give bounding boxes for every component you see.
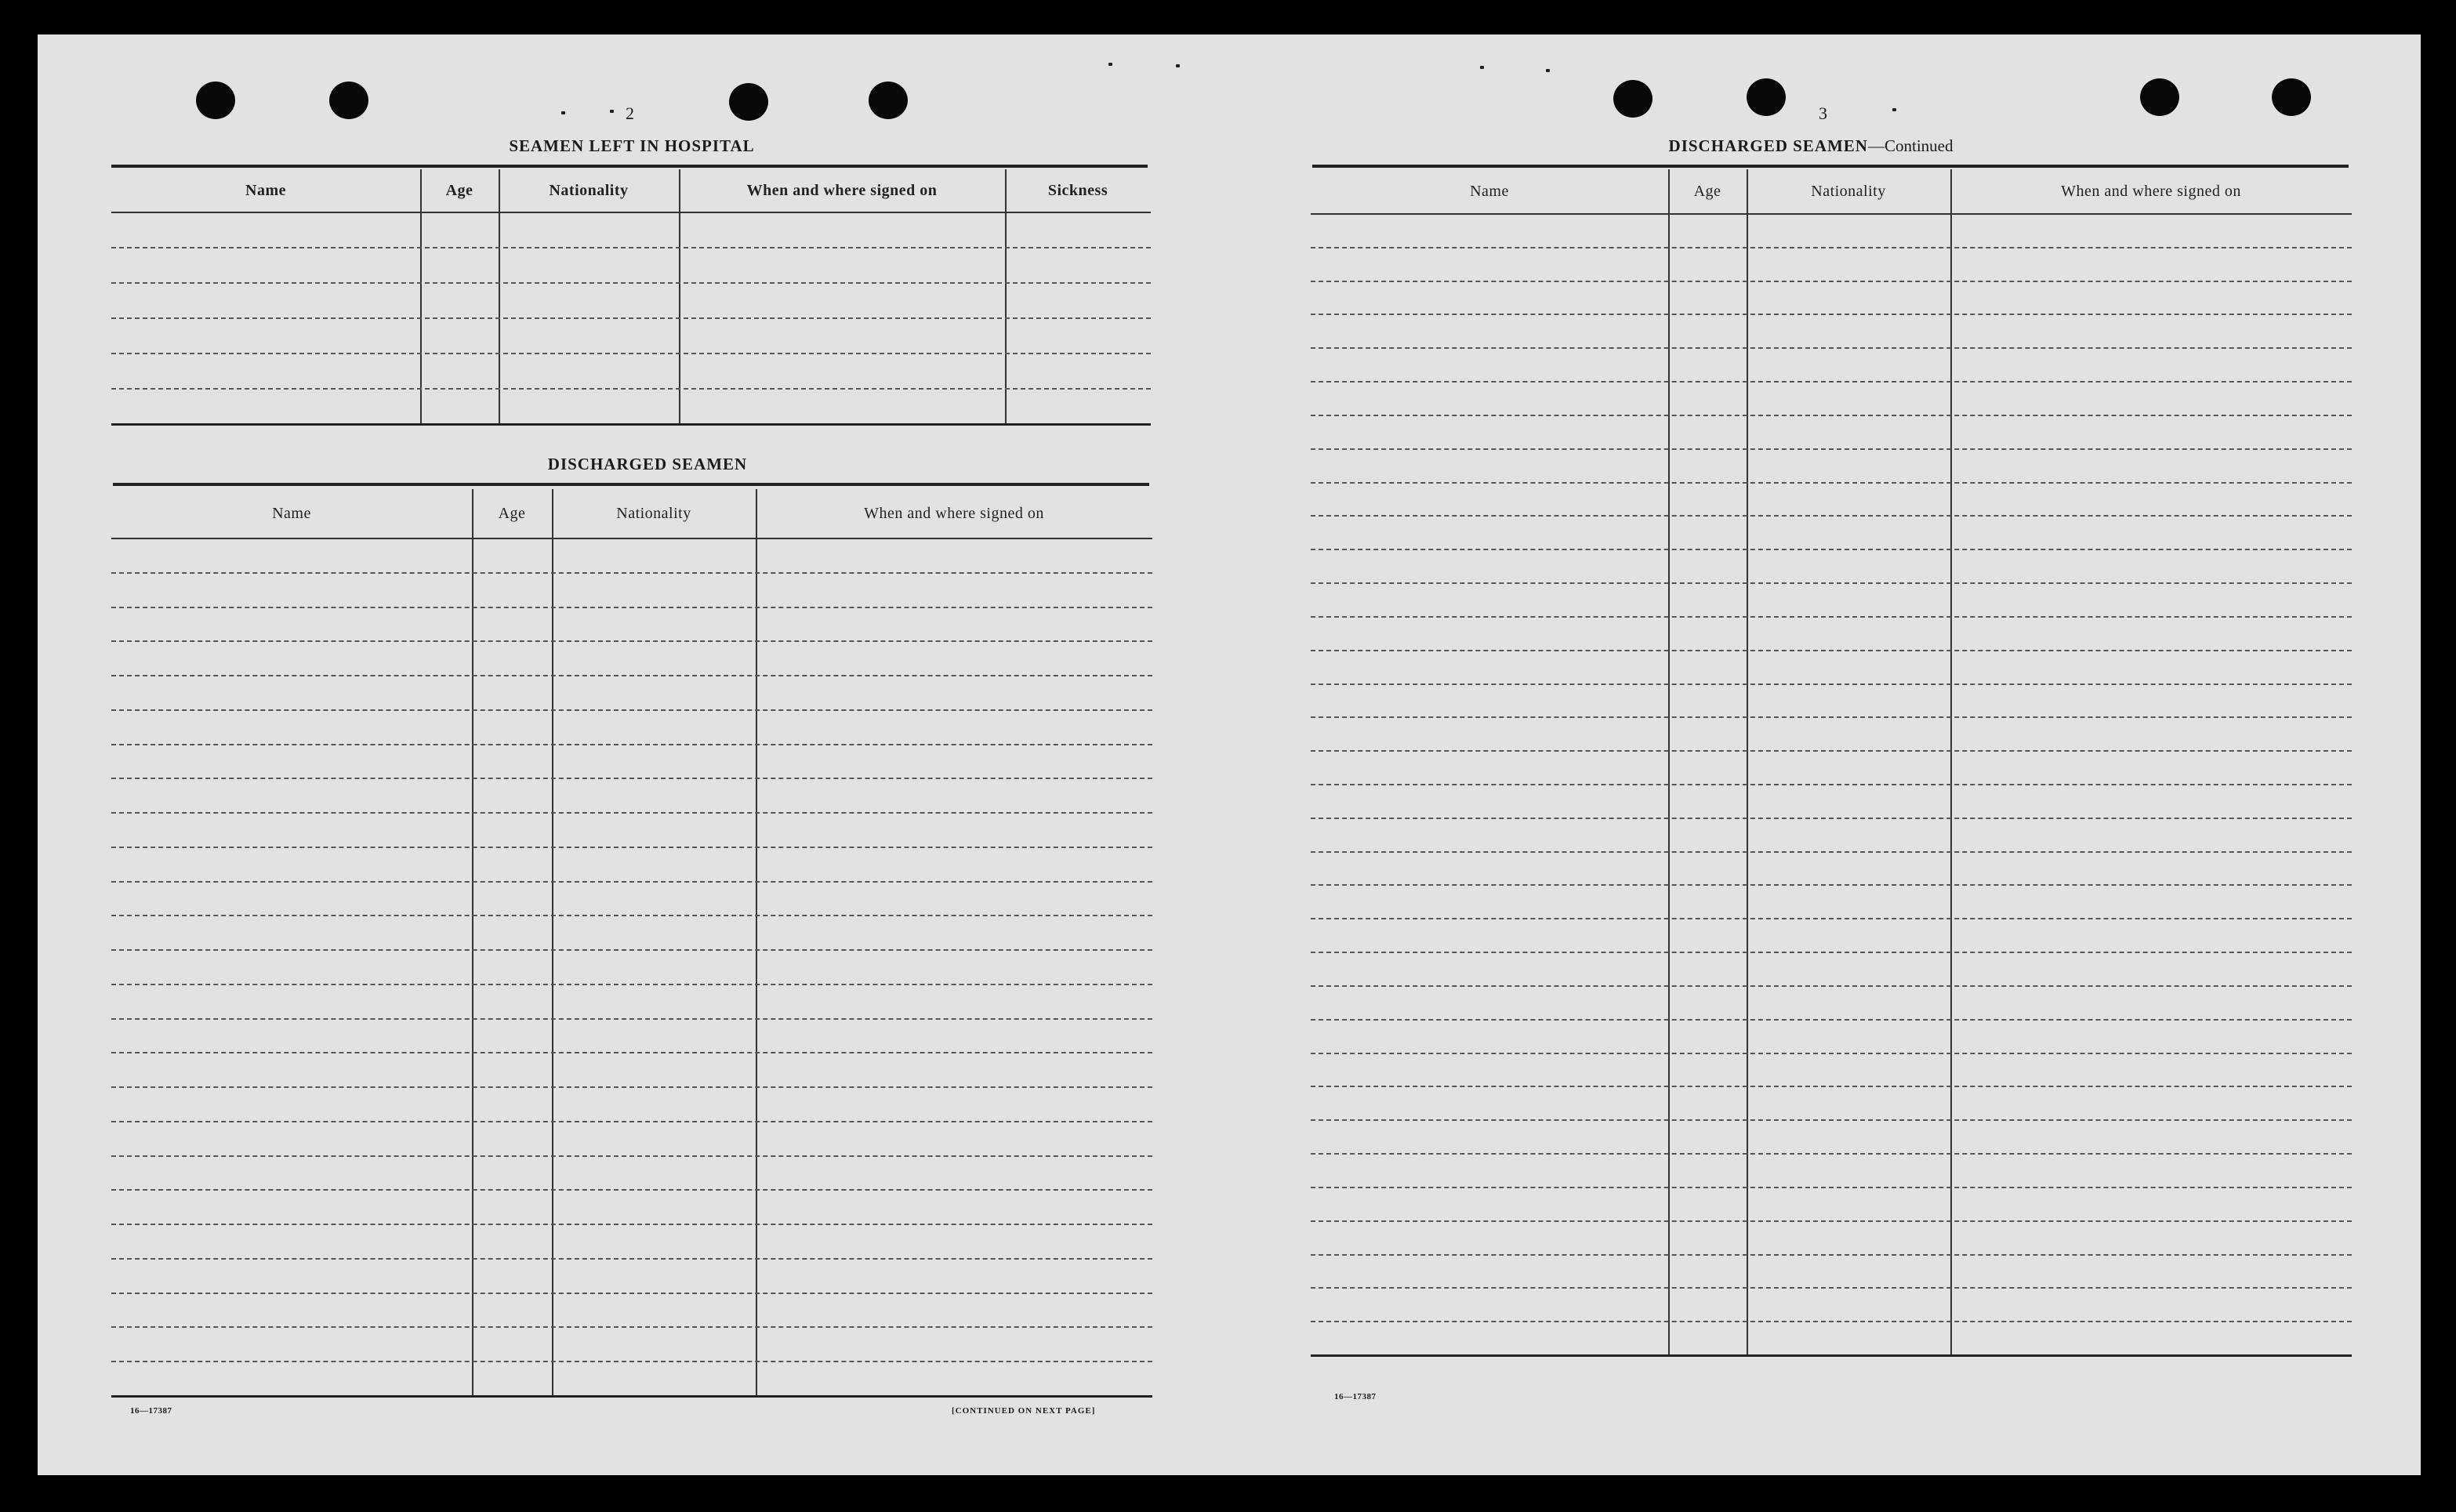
table-row <box>1311 784 2352 785</box>
binder-hole <box>1747 78 1786 116</box>
table-row <box>1311 918 2352 919</box>
column-divider <box>679 169 680 423</box>
page-number-left: 2 <box>626 103 634 123</box>
table-row <box>111 388 1151 390</box>
table-row <box>111 353 1151 354</box>
discharged-continued-table <box>1311 169 2352 1428</box>
table-bottom-rule <box>1311 1354 2352 1357</box>
form-sheet <box>38 34 2421 1475</box>
table-row <box>1311 616 2352 618</box>
table-row <box>1311 952 2352 953</box>
table-row <box>1311 750 2352 752</box>
column-header-nationality: Nationality <box>549 181 629 199</box>
table-row <box>111 1155 1152 1157</box>
table-row <box>1311 582 2352 584</box>
discharged-title-rule <box>113 483 1149 486</box>
binder-hole <box>869 82 908 119</box>
ink-speck <box>561 111 565 114</box>
table-row <box>111 640 1152 642</box>
table-row <box>111 1258 1152 1260</box>
table-row <box>1311 1053 2352 1054</box>
table-row <box>1311 381 2352 383</box>
table-row <box>111 1121 1152 1122</box>
table-row <box>111 572 1152 574</box>
table-row <box>111 1189 1152 1191</box>
table-row <box>111 847 1152 848</box>
table-row <box>111 1361 1152 1362</box>
hospital-table <box>111 169 1151 467</box>
ink-speck <box>1480 66 1484 69</box>
column-header-nationality: Nationality <box>1811 182 1886 200</box>
column-header-name: Name <box>245 181 286 199</box>
table-row <box>1311 247 2352 248</box>
column-header-when-where-signed-on: When and where signed on <box>864 504 1044 522</box>
binder-hole <box>2140 78 2179 116</box>
discharged-continued-title <box>1669 136 1954 156</box>
ink-speck <box>1176 64 1180 67</box>
table-row <box>1311 1220 2352 1222</box>
table-row <box>1311 448 2352 450</box>
binder-hole <box>196 82 235 119</box>
table-row <box>1311 1287 2352 1289</box>
table-row <box>111 247 1151 248</box>
binder-hole <box>329 82 368 119</box>
binder-hole <box>729 83 768 121</box>
table-row <box>1311 1086 2352 1087</box>
table-row <box>1311 1254 2352 1256</box>
table-row <box>111 1086 1152 1088</box>
table-row <box>111 1018 1152 1020</box>
table-row <box>111 1293 1152 1294</box>
discharged-section-title: DISCHARGED SEAMEN <box>547 455 748 473</box>
table-row <box>1311 1321 2352 1322</box>
table-row <box>1311 281 2352 282</box>
table-row <box>111 675 1152 676</box>
binder-hole <box>2272 78 2311 116</box>
hospital-title-rule <box>111 165 1148 168</box>
table-row <box>111 282 1151 284</box>
table-row <box>1311 482 2352 484</box>
column-header-nationality: Nationality <box>616 504 691 522</box>
column-header-when-where-signed-on: When and where signed on <box>2061 182 2241 200</box>
ink-speck <box>1892 108 1896 111</box>
table-row <box>111 812 1152 814</box>
table-row <box>111 1052 1152 1053</box>
table-header <box>111 489 1152 539</box>
table-row <box>1311 683 2352 685</box>
column-header-age: Age <box>498 504 526 522</box>
column-header-name: Name <box>1470 182 1509 200</box>
table-row <box>111 709 1152 711</box>
discharged-continued-title-suffix: —Continued <box>1867 136 1954 155</box>
table-row <box>1311 1119 2352 1121</box>
table-row <box>1311 650 2352 651</box>
table-row <box>111 984 1152 985</box>
discharged-continued-title-main: DISCHARGED SEAMEN <box>1668 136 1868 155</box>
column-divider <box>499 169 500 423</box>
table-bottom-rule <box>111 1395 1152 1398</box>
column-header-name: Name <box>272 504 311 522</box>
table-row <box>1311 347 2352 349</box>
table-row <box>1311 415 2352 416</box>
table-row <box>1311 818 2352 819</box>
column-divider <box>420 169 422 423</box>
table-row <box>1311 985 2352 987</box>
continued-note: [CONTINUED ON NEXT PAGE] <box>952 1406 1096 1416</box>
form-code-left: 16—17387 <box>130 1406 172 1416</box>
table-row <box>1311 851 2352 853</box>
table-row <box>1311 1187 2352 1188</box>
table-row <box>111 1326 1152 1328</box>
column-header-age: Age <box>445 181 473 199</box>
hospital-section-title: SEAMEN LEFT IN HOSPITAL <box>509 136 755 155</box>
ink-speck <box>1546 69 1550 72</box>
column-divider <box>1005 169 1007 423</box>
table-bottom-rule <box>111 423 1151 426</box>
table-row <box>111 949 1152 951</box>
table-row <box>111 778 1152 779</box>
column-header-sickness: Sickness <box>1047 181 1108 199</box>
table-row <box>1311 1019 2352 1021</box>
table-row <box>1311 884 2352 886</box>
discharged-table <box>111 489 1152 1442</box>
binder-hole <box>1613 80 1652 118</box>
table-header <box>1311 169 2352 215</box>
continued-title-rule <box>1312 165 2349 168</box>
table-row <box>1311 549 2352 550</box>
table-row <box>111 744 1152 745</box>
table-row <box>1311 1153 2352 1155</box>
ink-speck <box>1108 63 1112 66</box>
table-row <box>1311 314 2352 315</box>
column-header-age: Age <box>1693 182 1721 200</box>
table-row <box>111 607 1152 608</box>
table-row <box>1311 515 2352 517</box>
form-code-right: 16—17387 <box>1334 1392 1377 1401</box>
table-row <box>111 317 1151 319</box>
table-row <box>1311 716 2352 718</box>
table-row <box>111 1224 1152 1225</box>
table-row <box>111 881 1152 883</box>
page-number-right: 3 <box>1819 103 1827 123</box>
table-header <box>111 169 1151 213</box>
ink-speck <box>610 110 614 113</box>
column-header-when-where-signed-on: When and where signed on <box>746 181 938 199</box>
table-row <box>111 915 1152 916</box>
